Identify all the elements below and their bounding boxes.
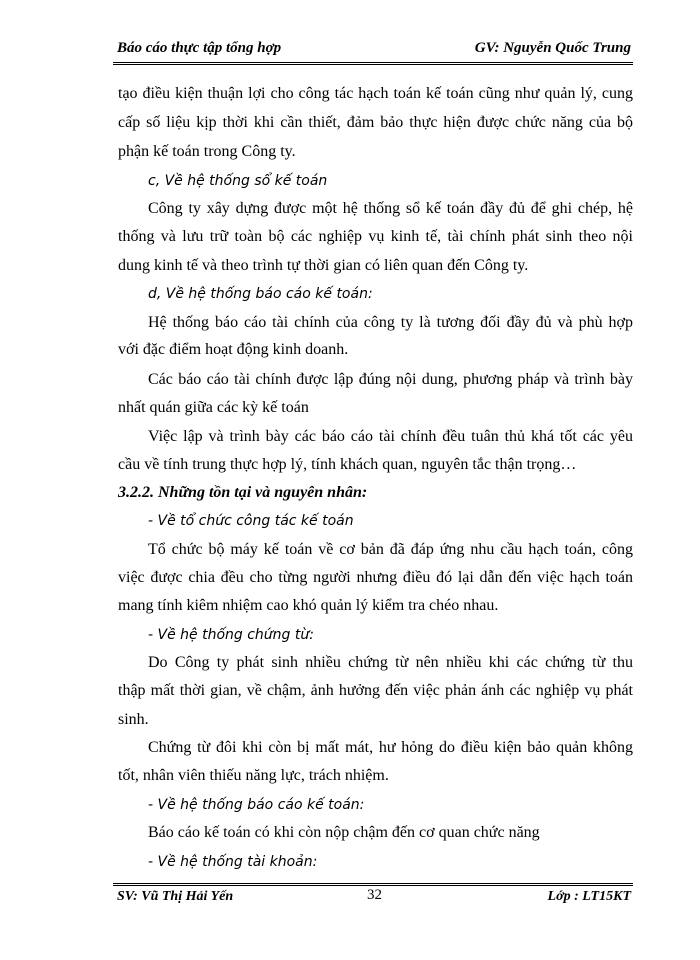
paragraph-line: Hệ thống báo cáo tài chính của công ty là tương đối đầy đủ và phù hợp: [148, 314, 633, 331]
paragraph-line: cầu về tính trung thực hợp lý, tính khách quan, nguyên tắc thận trọng…: [118, 456, 577, 473]
paragraph-line: tốt, nhân viên thiếu năng lực, trách nhiệm.: [118, 767, 389, 784]
subsection-title: - Về hệ thống chứng từ:: [148, 627, 314, 643]
subsection-title: d, Về hệ thống báo cáo kế toán:: [148, 286, 373, 302]
paragraph-line: Chứng từ đôi khi còn bị mất mát, hư hỏng do điều kiện bảo quản không: [148, 739, 633, 756]
paragraph-line: Do Công ty phát sinh nhiều chứng từ nên nhiều khi các chứng từ thu: [148, 654, 633, 671]
page-header: [113, 38, 633, 65]
paragraph-line: sinh.: [118, 711, 149, 728]
paragraph-line: Việc lập và trình bày các báo cáo tài chính đều tuân thủ khá tốt các yêu: [148, 428, 633, 445]
paragraph-line: dung kinh tế và theo trình tự thời gian có liên quan đến Công ty.: [118, 257, 529, 274]
paragraph-line: thập mất thời gian, về chậm, ảnh hưởng đến việc phản ánh các nghiệp vụ phát: [118, 682, 633, 699]
paragraph-line: Báo cáo kế toán có khi còn nộp chậm đến cơ quan chức năng: [148, 824, 540, 841]
paragraph-line: thống và lưu trữ toàn bộ các nghiệp vụ kinh tế, tài chính phát sinh theo nội: [118, 228, 633, 245]
subsection-title: c, Về hệ thống sổ kế toán: [148, 173, 328, 189]
header-instructor: GV: Nguyễn Quốc Trung: [474, 40, 631, 56]
subsection-title: - Về hệ thống tài khoản:: [148, 854, 318, 870]
paragraph-line: mang tính kiêm nhiệm cao khó quản lý kiểm tra chéo nhau.: [118, 597, 499, 614]
paragraph-line: Các báo cáo tài chính được lập đúng nội dung, phương pháp và trình bày: [148, 371, 633, 388]
paragraph-line: Tổ chức bộ máy kế toán về cơ bản đã đáp ứng nhu cầu hạch toán, công: [148, 541, 633, 558]
page-footer: [113, 883, 633, 910]
paragraph-line: với đặc điểm hoạt động kinh doanh.: [118, 341, 349, 358]
paragraph-line: cấp số liệu kịp thời khi cần thiết, đảm bảo thực hiện được chức năng của bộ: [118, 114, 633, 131]
paragraph-line: Công ty xây dựng được một hệ thống sổ kế toán đầy đủ để ghi chép, hệ: [148, 200, 633, 217]
subsection-title: - Về hệ thống báo cáo kế toán:: [148, 797, 365, 813]
page-number: 32: [367, 887, 382, 903]
paragraph-line: phận kế toán trong Công ty.: [118, 143, 296, 160]
paragraph-line: nhất quán giữa các kỳ kế toán: [118, 399, 309, 416]
section-heading: 3.2.2. Những tồn tại và nguyên nhân:: [118, 484, 368, 501]
paragraph-line: việc được chia đều cho từng người nhưng điều đó lại dẫn đến việc hạch toán: [118, 569, 633, 586]
footer-class: Lớp : LT15KT: [547, 889, 631, 904]
footer-student: SV: Vũ Thị Hải Yến: [117, 889, 234, 904]
header-report-title: Báo cáo thực tập tổng hợp: [117, 40, 282, 56]
paragraph-line: tạo điều kiện thuận lợi cho công tác hạch toán kế toán cũng như quản lý, cung: [118, 85, 633, 102]
subsection-title: - Về tổ chức công tác kế toán: [148, 513, 354, 529]
